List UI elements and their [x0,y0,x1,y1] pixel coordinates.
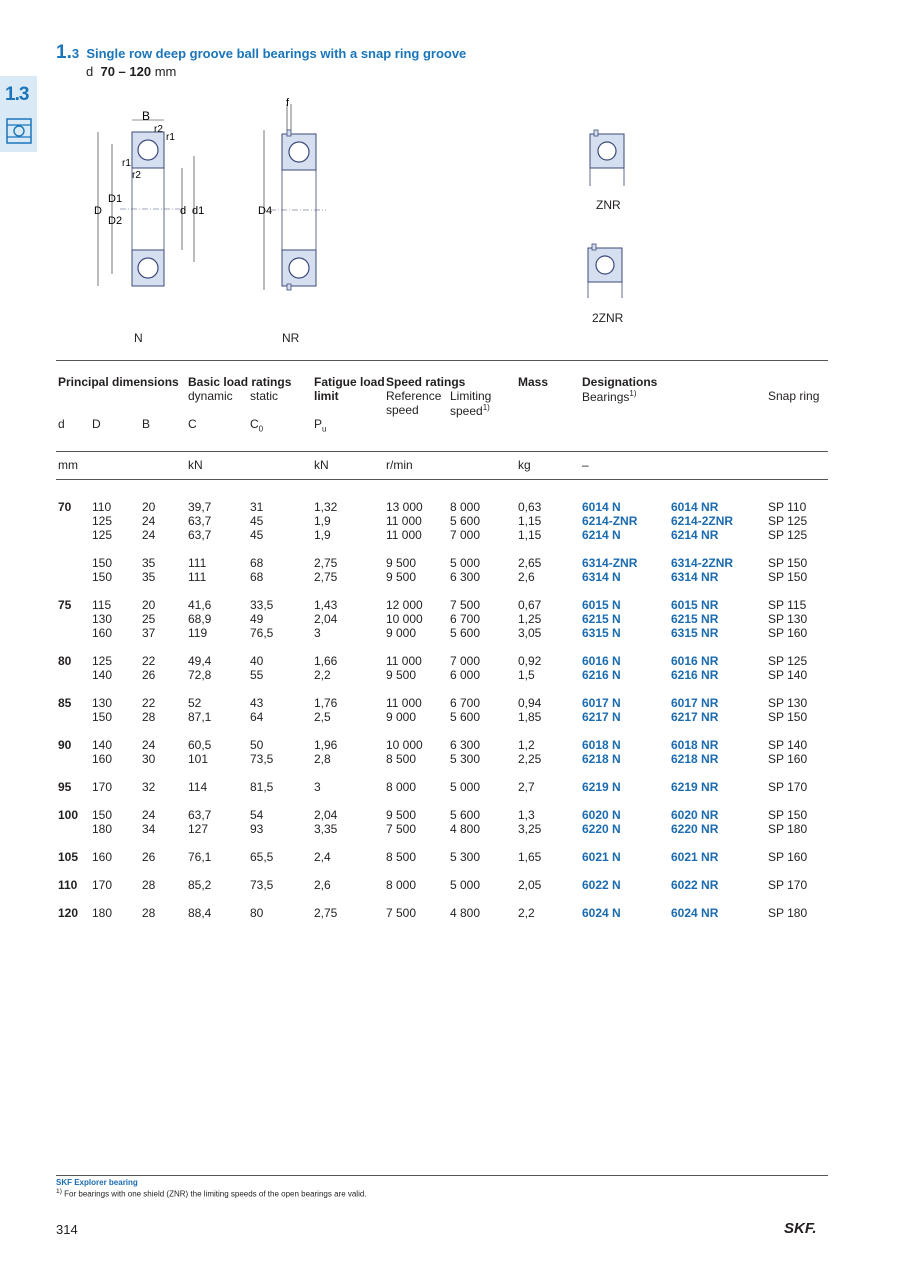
table-cell-Pu: 3 [314,626,321,640]
bore-diameter: 95 [58,780,72,794]
bore-diameter: 90 [58,738,72,752]
table-cell-C: 101 [188,752,209,766]
table-cell-B: 35 [142,556,156,570]
table-cell-Pu: 1,96 [314,738,338,752]
header-principal-dimensions: Principal dimensions [58,375,179,389]
label-D2: D2 [108,215,123,227]
table-cell-C0: 65,5 [250,850,274,864]
table-cell-B: 34 [142,822,156,836]
table-cell-snap: SP 125 [768,528,808,542]
table-cell-D: 140 [92,668,113,682]
table-cell-des2: 6220 NR [671,822,719,836]
table-cell-C0: 40 [250,654,264,668]
table-cell-B: 30 [142,752,156,766]
table-cell-des1: 6016 N [582,654,621,668]
table-cell-lim: 5 600 [450,514,481,528]
table-cell-Pu: 2,4 [314,850,331,864]
table-cell-B: 24 [142,738,156,752]
table-cell-des1: 6214-ZNR [582,514,638,528]
table-cell-mass: 1,25 [518,612,542,626]
table-cell-snap: SP 130 [768,696,808,710]
table-cell-mass: 1,5 [518,668,535,682]
header-designations: Designations [582,375,658,389]
table-cell-lim: 7 500 [450,598,481,612]
table-cell-des1: 6214 N [582,528,621,542]
table-cell-Pu: 2,75 [314,556,338,570]
table-cell-Pu: 2,04 [314,612,338,626]
header-fatigue-1: Fatigue load [314,375,385,389]
table-cell-D: 170 [92,878,113,892]
table-cell-C0: 73,5 [250,878,274,892]
label-D4: D4 [258,205,273,217]
table-cell-mass: 1,2 [518,738,535,752]
table-cell-snap: SP 150 [768,808,808,822]
table-cell-D: 150 [92,808,113,822]
label-D1: D1 [108,193,123,205]
table-cell-lim: 5 300 [450,752,481,766]
table-cell-mass: 2,6 [518,570,535,584]
table-cell-ref: 10 000 [386,612,423,626]
table-cell-C: 63,7 [188,528,212,542]
table-cell-C0: 31 [250,500,264,514]
table-cell-ref: 9 000 [386,626,417,640]
bore-diameter: 80 [58,654,72,668]
table-cell-D: 110 [92,500,112,514]
table-cell-des1: 6014 N [582,500,621,514]
table-cell-des2: 6020 NR [671,808,719,822]
section-number-minor: 3 [71,46,80,61]
table-cell-C: 127 [188,822,209,836]
table-cell-C: 63,7 [188,514,212,528]
table-cell-D: 170 [92,780,113,794]
table-cell-ref: 9 500 [386,668,417,682]
table-cell-des2: 6024 NR [671,906,719,920]
header-speed-ratings: Speed ratings [386,375,466,389]
table-cell-lim: 4 800 [450,822,481,836]
table-cell-Pu: 1,9 [314,514,331,528]
table-cell-ref: 7 500 [386,906,417,920]
table-cell-Pu: 1,9 [314,528,331,542]
header-mass: Mass [518,375,549,389]
table-cell-ref: 11 000 [386,514,422,528]
units-rule [56,479,828,480]
header-reference-1: Reference [386,389,442,403]
table-cell-D: 160 [92,626,113,640]
table-cell-des1: 6314-ZNR [582,556,638,570]
table-cell-Pu: 2,2 [314,668,331,682]
table-cell-B: 26 [142,850,156,864]
caption-nr: NR [282,331,300,345]
unit-mm: mm [58,458,78,472]
table-cell-B: 24 [142,528,156,542]
table-cell-mass: 3,05 [518,626,542,640]
unit-kg: kg [518,458,531,472]
table-cell-lim: 4 800 [450,906,481,920]
bore-diameter: 85 [58,696,72,710]
table-cell-mass: 2,2 [518,906,535,920]
table-cell-C0: 49 [250,612,264,626]
unit-rmin: r/min [386,458,413,472]
table-cell-D: 150 [92,710,113,724]
table-cell-des1: 6015 N [582,598,621,612]
table-cell-mass: 1,3 [518,808,535,822]
table-cell-des2: 6314 NR [671,570,719,584]
table-cell-des2: 6314-2ZNR [671,556,734,570]
table-cell-C0: 68 [250,556,264,570]
table-cell-lim: 5 600 [450,808,481,822]
table-cell-C: 114 [188,780,208,794]
table-cell-D: 150 [92,570,113,584]
footnote-rule [56,1175,828,1176]
table-cell-C0: 68 [250,570,264,584]
figure-znr-bearing [590,130,624,186]
table-cell-mass: 0,67 [518,598,542,612]
skf-logo: SKF. [784,1220,817,1237]
table-cell-snap: SP 170 [768,878,808,892]
table-cell-snap: SP 170 [768,780,808,794]
table-cell-des1: 6020 N [582,808,621,822]
table-cell-B: 20 [142,500,156,514]
table-cell-Pu: 2,8 [314,752,331,766]
table-cell-lim: 7 000 [450,654,481,668]
bore-diameter: 75 [58,598,72,612]
symbol-Pu: $P_u$ [314,417,327,434]
table-cell-snap: SP 140 [768,668,808,682]
table-cell-snap: SP 150 [768,556,808,570]
table-cell-mass: 0,92 [518,654,542,668]
header-limiting-1: Limiting [450,389,492,403]
table-cell-ref: 9 500 [386,556,417,570]
label-r2: r2 [132,170,141,181]
table-cell-ref: 8 000 [386,878,417,892]
table-cell-mass: 2,25 [518,752,542,766]
table-cell-des2: 6018 NR [671,738,719,752]
table-cell-ref: 13 000 [386,500,423,514]
table-cell-B: 32 [142,780,156,794]
table-cell-des1: 6219 N [582,780,621,794]
header-bearings: Bearings$^{1)}$ [582,389,637,404]
table-cell-Pu: 1,43 [314,598,338,612]
table-cell-ref: 9 000 [386,710,417,724]
table-cell-des1: 6220 N [582,822,621,836]
table-cell-ref: 8 500 [386,850,417,864]
table-cell-C: 119 [188,626,208,640]
table-cell-ref: 10 000 [386,738,423,752]
table-cell-snap: SP 160 [768,850,808,864]
table-cell-C0: 33,5 [250,598,274,612]
table-cell-B: 35 [142,570,156,584]
table-cell-C: 52 [188,696,202,710]
bore-diameter: 70 [58,500,72,514]
table-cell-C0: 55 [250,668,264,682]
table-cell-mass: 2,65 [518,556,542,570]
table-cell-Pu: 3,35 [314,822,338,836]
table-cell-D: 140 [92,738,113,752]
section-heading [56,42,466,64]
table-cell-snap: SP 160 [768,752,808,766]
table-cell-C0: 76,5 [250,626,274,640]
table-cell-des1: 6314 N [582,570,621,584]
table-cell-des2: 6217 NR [671,710,719,724]
section-title: Single row deep groove ball bearings with a snap ring groove [86,46,467,61]
table-cell-ref: 11 000 [386,654,422,668]
table-cell-B: 24 [142,808,156,822]
table-cell-lim: 5 300 [450,850,481,864]
table-cell-lim: 5 600 [450,626,481,640]
table-cell-C: 87,1 [188,710,212,724]
header-snap-ring: Snap ring [768,389,820,403]
table-cell-C: 88,4 [188,906,212,920]
table-cell-des1: 6315 N [582,626,621,640]
table-cell-lim: 6 000 [450,668,481,682]
table-cell-lim: 5 000 [450,878,481,892]
caption-znr: ZNR [596,198,621,212]
table-cell-des2: 6017 NR [671,696,719,710]
table-cell-B: 22 [142,654,156,668]
table-cell-C: 49,4 [188,654,212,668]
table-cell-des2: 6021 NR [671,850,719,864]
table-cell-des2: 6016 NR [671,654,719,668]
table-cell-des1: 6215 N [582,612,621,626]
drawing-svg [90,92,650,352]
table-cell-B: 26 [142,668,156,682]
header-dynamic: dynamic [188,389,233,403]
table-cell-lim: 6 300 [450,570,481,584]
table-cell-D: 180 [92,906,113,920]
table-cell-snap: SP 150 [768,570,808,584]
label-d1: d1 [192,205,205,217]
table-cell-mass: 1,85 [518,710,542,724]
size-range-prefix: d [86,64,94,79]
table-cell-mass: 3,25 [518,822,542,836]
table-cell-des2: 6214-2ZNR [671,514,734,528]
table-cell-des2: 6014 NR [671,500,719,514]
table-cell-ref: 8 000 [386,780,417,794]
table-cell-B: 28 [142,878,156,892]
table-cell-des1: 6216 N [582,668,621,682]
table-cell-B: 25 [142,612,156,626]
table-cell-mass: 0,94 [518,696,542,710]
table-cell-ref: 11 000 [386,528,422,542]
table-cell-ref: 8 500 [386,752,417,766]
header-static: static [250,389,279,403]
table-cell-lim: 7 000 [450,528,481,542]
table-cell-B: 22 [142,696,156,710]
table-cell-B: 24 [142,514,156,528]
bore-diameter: 120 [58,906,79,920]
table-cell-Pu: 2,5 [314,710,331,724]
table-cell-C0: 64 [250,710,264,724]
symbol-C: C [188,417,197,431]
table-cell-des1: 6022 N [582,878,621,892]
table-cell-C: 85,2 [188,878,212,892]
table-cell-Pu: 1,66 [314,654,338,668]
figure-2znr-bearing [588,244,622,298]
table-cell-D: 125 [92,514,113,528]
label-r1-top: r1 [166,132,175,143]
bore-diameter: 100 [58,808,79,822]
table-cell-lim: 6 700 [450,696,481,710]
table-cell-des1: 6018 N [582,738,621,752]
table-cell-snap: SP 140 [768,738,808,752]
table-cell-Pu: 3 [314,780,321,794]
symbol-B: B [142,417,151,431]
figure-nr-bearing [264,104,326,290]
table-cell-C: 63,7 [188,808,212,822]
table-cell-snap: SP 110 [768,500,807,514]
size-range-values: 70 – 120 [100,64,152,79]
table-cell-mass: 1,15 [518,528,542,542]
table-cell-ref: 9 500 [386,570,417,584]
unit-kn-fatigue: kN [314,458,329,472]
table-cell-des1: 6218 N [582,752,621,766]
table-cell-C: 41,6 [188,598,212,612]
table-cell-mass: 1,15 [518,514,542,528]
label-f: f [286,97,290,109]
table-cell-snap: SP 130 [768,612,808,626]
table-cell-C0: 80 [250,906,264,920]
unit-kn-load: kN [188,458,203,472]
table-cell-C: 76,1 [188,850,212,864]
table-cell-des1: 6024 N [582,906,621,920]
label-B: B [142,109,151,123]
table-cell-snap: SP 150 [768,710,808,724]
table-cell-B: 28 [142,906,156,920]
header-basic-load: Basic load ratings [188,375,292,389]
label-D: D [94,205,102,217]
table-cell-D: 130 [92,696,113,710]
table-cell-D: 180 [92,822,113,836]
table-cell-snap: SP 180 [768,906,808,920]
table-cell-lim: 8 000 [450,500,481,514]
table-cell-B: 28 [142,710,156,724]
table-cell-des2: 6215 NR [671,612,719,626]
header-reference-2: speed [386,403,419,417]
table-cell-lim: 6 700 [450,612,481,626]
table-cell-C0: 43 [250,696,264,710]
table-cell-snap: SP 125 [768,654,808,668]
table-cell-snap: SP 180 [768,822,808,836]
table-cell-lim: 5 000 [450,780,481,794]
symbol-d: d [58,417,65,431]
table-cell-ref: 11 000 [386,696,422,710]
table-cell-B: 37 [142,626,156,640]
bore-diameter: 110 [58,878,78,892]
table-cell-des1: 6017 N [582,696,621,710]
table-cell-des2: 6214 NR [671,528,719,542]
table-cell-snap: SP 115 [768,598,807,612]
table-cell-C0: 54 [250,808,264,822]
table-cell-des2: 6218 NR [671,752,719,766]
table-cell-lim: 6 300 [450,738,481,752]
table-top-rule [56,360,828,361]
caption-n: N [134,331,143,345]
table-cell-ref: 7 500 [386,822,417,836]
footnote-1: $^{1)}$ For bearings with one shield (ZNR) the limiting speeds of the open bearings are valid. [56,1188,367,1199]
table-cell-D: 130 [92,612,113,626]
table-cell-Pu: 1,32 [314,500,338,514]
page-number: 314 [56,1222,78,1237]
table-cell-C: 68,9 [188,612,212,626]
table-cell-Pu: 2,75 [314,906,338,920]
table-cell-C0: 50 [250,738,264,752]
table-cell-mass: 1,65 [518,850,542,864]
chapter-tab-number: 1.3 [5,84,29,105]
bearing-drawings [90,92,650,352]
table-cell-C0: 73,5 [250,752,274,766]
section-number-major: 1. [56,42,72,63]
table-cell-C: 39,7 [188,500,212,514]
table-cell-D: 160 [92,752,113,766]
table-cell-des1: 6021 N [582,850,621,864]
table-cell-C: 111 [188,556,207,570]
table-cell-C: 60,5 [188,738,212,752]
table-cell-lim: 5 600 [450,710,481,724]
table-cell-ref: 12 000 [386,598,423,612]
bearing-icon [6,118,32,149]
table-cell-C0: 45 [250,528,264,542]
symbol-D: D [92,417,101,431]
table-cell-C0: 93 [250,822,264,836]
table-cell-Pu: 2,6 [314,878,331,892]
header-fatigue-2: limit [314,389,339,403]
table-cell-des2: 6216 NR [671,668,719,682]
table-cell-D: 150 [92,556,113,570]
table-cell-snap: SP 125 [768,514,808,528]
table-cell-des1: 6217 N [582,710,621,724]
header-limiting-2: speed$^{1)}$ [450,403,490,418]
label-d: d [180,205,187,217]
table-cell-C0: 45 [250,514,264,528]
table-cell-C0: 81,5 [250,780,274,794]
table-cell-lim: 5 000 [450,556,481,570]
table-cell-C: 72,8 [188,668,212,682]
label-r2-top: r2 [154,124,163,135]
table-cell-B: 20 [142,598,156,612]
table-cell-D: 115 [92,598,112,612]
table-cell-Pu: 1,76 [314,696,338,710]
table-cell-mass: 2,05 [518,878,542,892]
table-cell-des2: 6015 NR [671,598,719,612]
caption-2znr: 2ZNR [592,311,624,325]
size-range-unit: mm [154,64,177,79]
table-cell-snap: SP 160 [768,626,808,640]
unit-dash: – [582,458,589,472]
footnote-explorer: SKF Explorer bearing [56,1178,138,1187]
table-cell-des2: 6219 NR [671,780,719,794]
table-cell-C: 111 [188,570,207,584]
bore-diameter: 105 [58,850,79,864]
table-cell-des2: 6022 NR [671,878,719,892]
header-rule [56,451,828,452]
table-cell-Pu: 2,75 [314,570,338,584]
table-cell-des2: 6315 NR [671,626,719,640]
table-cell-D: 160 [92,850,113,864]
table-cell-mass: 2,7 [518,780,535,794]
table-cell-Pu: 2,04 [314,808,338,822]
size-range [86,64,176,79]
table-cell-D: 125 [92,528,113,542]
table-cell-ref: 9 500 [386,808,417,822]
symbol-C0: $C_0$ [250,417,264,434]
label-r1: r1 [122,158,131,169]
table-cell-mass: 0,63 [518,500,542,514]
table-cell-D: 125 [92,654,113,668]
